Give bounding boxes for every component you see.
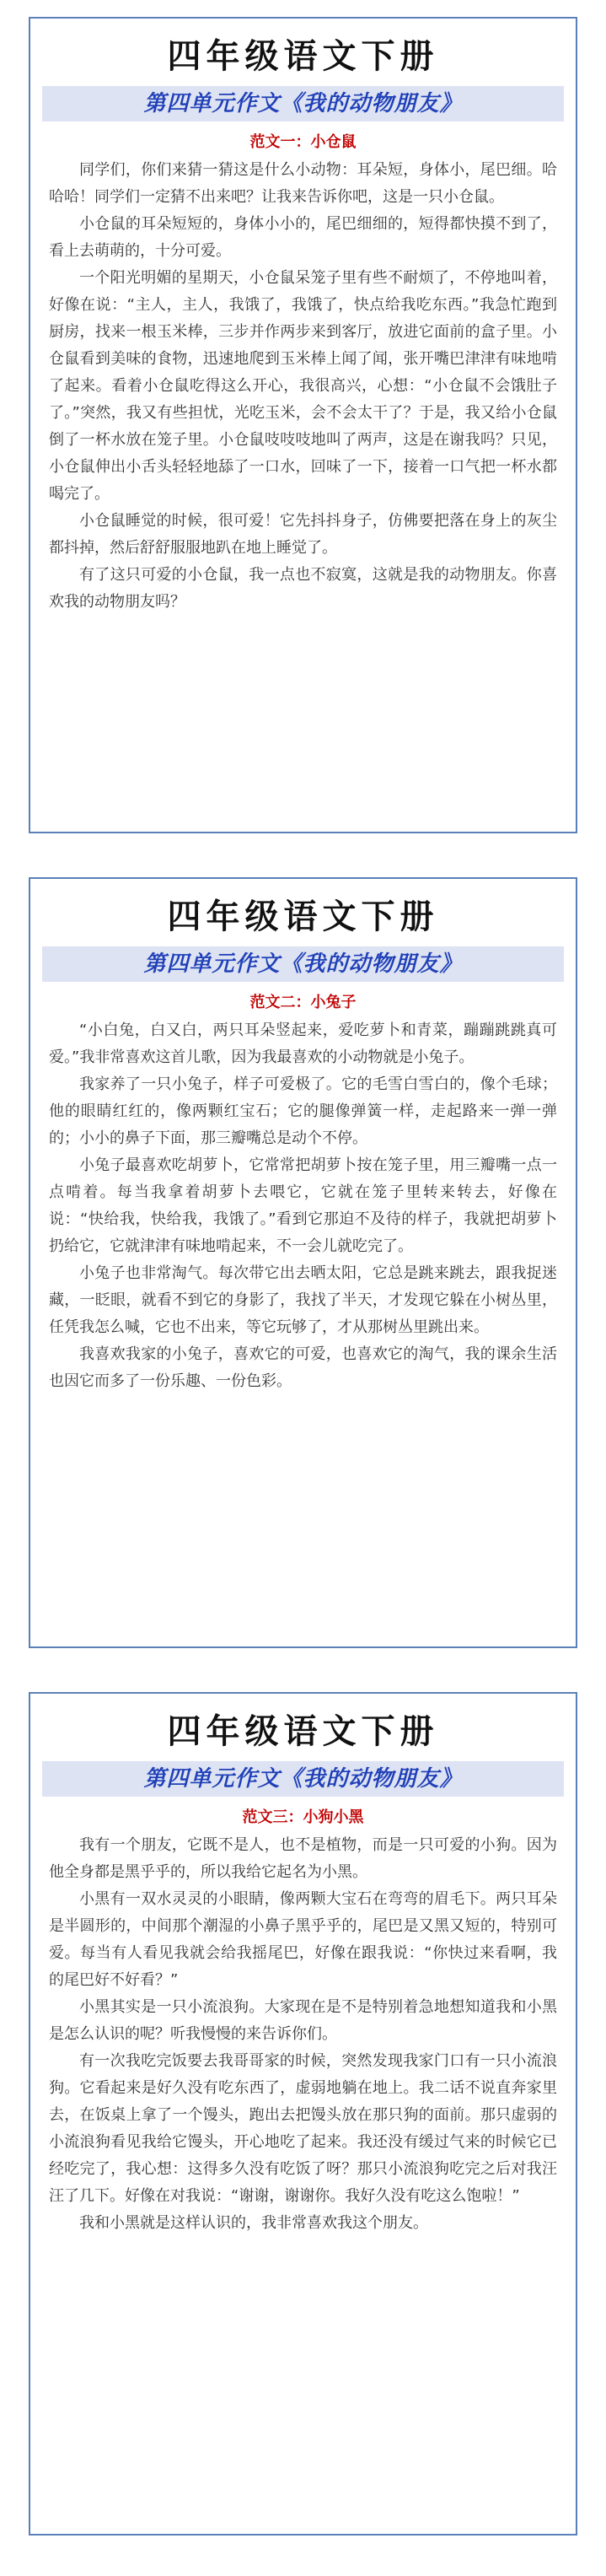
paragraph: 我喜欢我家的小兔子，喜欢它的可爱，也喜欢它的淘气，我的课余生活也因它而多了一份乐趣、一份色彩。 bbox=[49, 1345, 557, 1390]
unit-heading: 第四单元作文《我的动物朋友》 bbox=[42, 86, 564, 121]
paragraph: “小白兔，白又白，两只耳朵竖起来，爱吃萝卜和青菜，蹦蹦跳跳真可爱。”我非常喜欢这首儿歌，因为我最喜欢的小动物就是小兔子。 bbox=[49, 1021, 557, 1066]
paragraph: 我和小黑就是这样认识的，我非常喜欢我这个朋友。 bbox=[79, 2214, 428, 2232]
paragraph: 小黑其实是一只小流浪狗。大家现在是不是特别着急地想知道我和小黑是怎么认识的呢？听我慢慢的来告诉你们。 bbox=[49, 1998, 557, 2043]
paragraph: 有了这只可爱的小仓鼠，我一点也不寂寞，这就是我的动物朋友。你喜欢我的动物朋友吗？ bbox=[49, 566, 557, 611]
page-title: 四年级语文下册 bbox=[167, 897, 439, 936]
essay-card-1 bbox=[29, 17, 577, 833]
essay-card-2 bbox=[29, 877, 577, 1648]
paragraph: 小仓鼠睡觉的时候，很可爱！它先抖抖身子，仿佛要把落在身上的灰尘都抖掉，然后舒舒服服地趴在地上睡觉了。 bbox=[49, 512, 557, 557]
paragraph: 小兔子最喜欢吃胡萝卜，它常常把胡萝卜按在笼子里，用三瓣嘴一点一点啃着。每当我拿着胡萝卜去喂它，它就在笼子里转来转去，好像在说：“快给我，快给我，我饿了。”看到它那迫不及待的样子，我就把胡萝卜扔给它，它就津津有味地啃起来，不一会儿就吃完了。 bbox=[49, 1156, 557, 1255]
page-title: 四年级语文下册 bbox=[167, 36, 439, 76]
paragraph: 小兔子也非常淘气。每次带它出去晒太阳，它总是跳来跳去，跟我捉迷藏，一眨眼，就看不到它的身影了，我找了半天，才发现它躲在小树丛里，任凭我怎么喊，它也不出来，等它玩够了，才从那树丛里跳出来。 bbox=[49, 1264, 557, 1336]
paragraph: 小仓鼠的耳朵短短的，身体小小的，尾巴细细的，短得都快摸不到了，看上去萌萌的，十分可爱。 bbox=[49, 215, 557, 260]
essay-body bbox=[30, 1017, 576, 1395]
essay-card-3 bbox=[29, 1692, 577, 2536]
paragraph: 同学们，你们来猜一猜这是什么小动物：耳朵短，身体小，尾巴细。哈哈哈！同学们一定猜不出来吧？让我来告诉你吧，这是一只小仓鼠。 bbox=[49, 161, 557, 206]
essay-label: 范文一：小仓鼠 bbox=[249, 133, 357, 151]
unit-heading: 第四单元作文《我的动物朋友》 bbox=[42, 1761, 564, 1797]
essay-body bbox=[30, 1832, 576, 2237]
paragraph: 有一次我吃完饭要去我哥哥家的时候，突然发现我家门口有一只小流浪狗。它看起来是好久没有吃东西了，虚弱地躺在地上。我二话不说直奔家里去，在饭桌上拿了一个馒头，跑出去把馒头放在那只狗的面前。那只虚弱的小流浪狗看见我给它馒头，开心地吃了起来。我还没有缓过气来的时候它已经吃完了，我心想：这得多久没有吃饭了呀？那只小流浪狗吃完之后对我汪汪了几下。好像在对我说：“谢谢，谢谢你。我好久没有吃这么饱啦！” bbox=[49, 2052, 557, 2205]
paragraph: 小黑有一双水灵灵的小眼睛，像两颗大宝石在弯弯的眉毛下。两只耳朵是半圆形的，中间那个潮湿的小鼻子黑乎乎的，尾巴是又黑又短的，特别可爱。每当有人看见我就会给我摇尾巴，好像在跟我说：“你快过来看啊，我的尾巴好不好看？” bbox=[49, 1890, 557, 1989]
paragraph: 一个阳光明媚的星期天，小仓鼠呆笼子里有些不耐烦了，不停地叫着，好像在说：“主人，主人，我饿了，我饿了，快点给我吃东西。”我急忙跑到厨房，找来一根玉米棒，三步并作两步来到客厅，放进它面前的盒子里。小仓鼠看到美味的食物，迅速地爬到玉米棒上闻了闻，张开嘴巴津津有味地啃了起来。看着小仓鼠吃得这么开心，我很高兴，心想：“小仓鼠不会饿肚子了。”突然，我又有些担忧，光吃玉米，会不会太干了？于是，我又给小仓鼠倒了一杯水放在笼子里。小仓鼠吱吱吱地叫了两声，这是在谢我吗？只见，小仓鼠伸出小舌头轻轻地舔了一口水，回味了一下，接着一口气把一杯水都喝完了。 bbox=[49, 269, 557, 503]
paragraph: 我有一个朋友，它既不是人，也不是植物，而是一只可爱的小狗。因为他全身都是黑乎乎的，所以我给它起名为小黑。 bbox=[49, 1836, 557, 1881]
essay-label: 范文三：小狗小黑 bbox=[242, 1808, 364, 1826]
unit-heading: 第四单元作文《我的动物朋友》 bbox=[42, 946, 564, 982]
page-title: 四年级语文下册 bbox=[167, 1711, 439, 1751]
essay-body bbox=[30, 157, 576, 616]
essay-label: 范文二：小兔子 bbox=[249, 994, 357, 1011]
paragraph: 我家养了一只小兔子，样子可爱极了。它的毛雪白雪白的，像个毛球；他的眼睛红红的，像两颗红宝石；它的腿像弹簧一样，走起路来一弹一弹的；小小的鼻子下面，那三瓣嘴总是动个不停。 bbox=[49, 1075, 557, 1147]
